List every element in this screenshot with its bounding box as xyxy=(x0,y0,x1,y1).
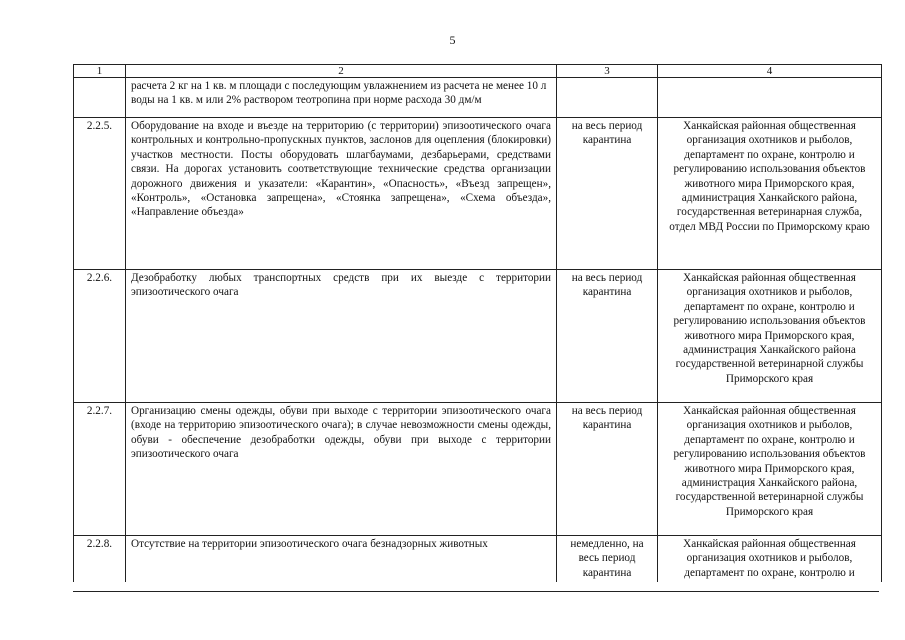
row-text: расчета 2 кг на 1 кв. м площади с последующим увлажнением из расчета не менее 10 л воды на 1 кв. м или 2% раствором теотропина при норме расхода 30 дм/м xyxy=(126,78,557,118)
row-number: 2.2.7. xyxy=(74,403,126,536)
row-responsible xyxy=(658,78,882,118)
row-responsible: Ханкайская районная общественная организация охотников и рыболов, департамент по охране, контролю и xyxy=(658,536,882,582)
row-text: Оборудование на входе и въезде на территорию (с территории) эпизоотического очага контрольных и контрольно-пропускных пунктов, заслонов для оцепления (блокировки) участков местности. Посты оборудовать шлагбаумами, дезбарьерами, средствами связи. На дорогах установить соответствующие технические средства организации дорожного движения и указатели: «Карантин», «Опасность», «Въезд запрещен», «Контроль», «Остановка запрещена», «Стоянка запрещена», «Схема объезда», «Направление объезда» xyxy=(126,118,557,270)
row-number: 2.2.5. xyxy=(74,118,126,270)
table-bottom-border xyxy=(73,591,879,592)
row-number: 2.2.8. xyxy=(74,536,126,582)
row-number: 2.2.6. xyxy=(74,270,126,403)
row-responsible: Ханкайская районная общественная организация охотников и рыболов, департамент по охране, контролю и регулированию использования объектов животного мира Приморского края, администрация Ханкайского района государственной ветеринарной службы Приморского края xyxy=(658,270,882,403)
row-text: Дезобработку любых транспортных средств при их выезде с территории эпизоотического очага xyxy=(126,270,557,403)
row-text: Организацию смены одежды, обуви при выходе с территории эпизоотического очага (входе на территорию эпизоотического очага); в случае невозможности смены одежды, обуви - обеспечение дезобработки одежды, обуви при выходе с территории эпизоотического очага xyxy=(126,403,557,536)
table-row xyxy=(74,536,882,582)
row-term: немедленно, на весь период карантина xyxy=(557,536,658,582)
header-col-1: 1 xyxy=(74,65,126,78)
row-responsible: Ханкайская районная общественная организация охотников и рыболов, департамент по охране, контролю и регулированию использования объектов животного мира Приморского края, администрация Ханкайского района, государственная ветеринарная служба, отдел МВД России по Приморскому краю xyxy=(658,118,882,270)
table-row xyxy=(74,118,882,270)
row-term xyxy=(557,78,658,118)
table-row xyxy=(74,270,882,403)
row-responsible: Ханкайская районная общественная организация охотников и рыболов, департамент по охране, контролю и регулированию использования объектов животного мира Приморского края, администрация Ханкайского района, государственной ветеринарной службы Приморского края xyxy=(658,403,882,536)
header-col-3: 3 xyxy=(557,65,658,78)
row-number xyxy=(74,78,126,118)
row-term: на весь период карантина xyxy=(557,118,658,270)
row-term: на весь период карантина xyxy=(557,270,658,403)
header-col-4: 4 xyxy=(658,65,882,78)
row-term: на весь период карантина xyxy=(557,403,658,536)
measures-table xyxy=(73,64,882,582)
row-text: Отсутствие на территории эпизоотического очага безнадзорных животных xyxy=(126,536,557,582)
table-row xyxy=(74,78,882,118)
page-number: 5 xyxy=(449,33,456,47)
table-row xyxy=(74,403,882,536)
table-header-row xyxy=(74,65,882,78)
header-col-2: 2 xyxy=(126,65,557,78)
